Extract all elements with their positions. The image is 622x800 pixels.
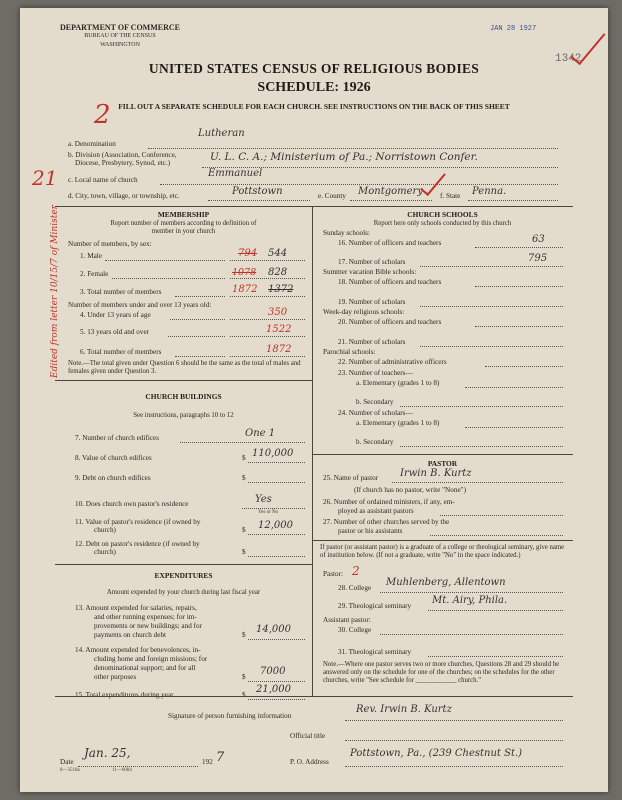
print-code-1: 8—3518a: [60, 768, 80, 773]
q23a-label: a. Elementary (grades 1 to 8): [356, 379, 440, 387]
q16-value: 63: [532, 234, 545, 245]
q20-label: 20. Number of officers and teachers: [338, 318, 442, 326]
q12-label-2: church): [94, 548, 116, 556]
q3-old-value: 1872: [232, 284, 258, 295]
q4-value: 350: [268, 307, 288, 318]
q15-value: 21,000: [256, 684, 291, 695]
state-value: Penna.: [472, 186, 507, 197]
q30-label: 30. College: [338, 626, 372, 634]
county-value: Montgomery: [358, 186, 423, 197]
parochial-schools-label: Parochial schools:: [323, 348, 376, 356]
membership-intro-1: Report number of members according to definition of: [110, 220, 257, 227]
q13-value: 14,000: [256, 624, 291, 635]
q14-line-4: other purposes: [94, 673, 137, 681]
dollar-sign: $: [242, 548, 246, 556]
q23-label: 23. Number of teachers—: [338, 369, 413, 377]
po-address-value: Pottstown, Pa., (239 Chestnut St.): [350, 748, 523, 759]
q24b-label: b. Secondary: [356, 438, 394, 446]
q10-label: 10. Does church own pastor's residence: [75, 500, 189, 508]
q7-label: 7. Number of church edifices: [75, 434, 160, 442]
q6-value: 1872: [266, 344, 292, 355]
q14-line-2: cluding home and foreign missions; for: [94, 655, 208, 663]
q11-value: 12,000: [258, 520, 293, 531]
dollar-sign: $: [242, 526, 246, 534]
dollar-sign: $: [242, 454, 246, 462]
bureau-name: BUREAU OF THE CENSUS: [84, 33, 156, 39]
membership-heading: MEMBERSHIP: [157, 210, 210, 219]
pastor-name-value: Irwin B. Kurtz: [400, 468, 472, 479]
division-label-1: b. Division (Association, Conference,: [68, 151, 177, 159]
q5-label: 5. 13 years old and over: [80, 328, 150, 336]
schedule-title: SCHEDULE: 1926: [257, 80, 371, 95]
signature-label: Signature of person furnishing information: [168, 712, 292, 720]
q27-line-1: 27. Number of other churches served by the: [323, 518, 450, 526]
q19-label: 19. Number of scholars: [338, 298, 406, 306]
date-label: Date: [60, 758, 74, 766]
local-name-value: Emmanuel: [208, 168, 263, 179]
county-label: e. County: [318, 192, 346, 200]
department-name: DEPARTMENT OF COMMERCE: [60, 23, 181, 32]
q23b-label: b. Secondary: [356, 398, 394, 406]
q13-line-3: provements or new buildings; and for: [94, 622, 202, 630]
sunday-schools-label: Sunday schools:: [323, 229, 370, 237]
pastor-note: Note.—Where one pastor serves two or more churches, Questions 28 and 29 should be answered only on the schedule for one of the churches; on the schedules for the other churches, write "See schedule for ____________ church.": [323, 661, 560, 684]
state-label: f. State: [440, 192, 461, 200]
q2-old-value: 1078: [232, 267, 257, 278]
date-value: Jan. 25,: [84, 746, 131, 760]
signature-value: Rev. Irwin B. Kurtz: [356, 704, 452, 715]
q9-label: 9. Debt on church edifices: [75, 474, 151, 482]
schools-heading: CHURCH SCHOOLS: [407, 210, 478, 219]
pastor-heading: PASTOR: [427, 459, 458, 468]
q14-value: 7000: [260, 666, 286, 677]
census-form: [20, 8, 608, 792]
members-age-label: Number of members under and over 13 years old:: [68, 301, 212, 309]
dollar-sign: $: [242, 631, 246, 639]
q4-label: 4. Under 13 years of age: [80, 311, 151, 319]
city-value: Pottstown: [232, 186, 283, 197]
q18-label: 18. Number of officers and teachers: [338, 278, 442, 286]
q27-line-2: pastor or his assistants: [338, 527, 403, 535]
po-address-label: P. O. Address: [290, 758, 329, 766]
print-code-2: 11—6084: [112, 768, 132, 773]
margin-number: 21: [32, 166, 58, 190]
q14-line-1: 14. Amount expended for benevolences, in-: [75, 646, 201, 654]
yes-or-no-hint: Yes or No: [258, 510, 279, 515]
q7-value: One 1: [245, 428, 276, 439]
q8-label: 8. Value of church edifices: [75, 454, 152, 462]
members-by-sex-label: Number of members, by sex:: [68, 240, 152, 248]
q2-value: 828: [268, 267, 288, 278]
q24a-label: a. Elementary (grades 1 to 8): [356, 419, 440, 427]
q1-value: 544: [268, 248, 288, 259]
q1-label: 1. Male: [80, 252, 102, 260]
expenditures-sub: Amount expended by your church during last fiscal year: [106, 589, 261, 596]
red-mark: 2: [94, 100, 111, 130]
q11-label-1: 11. Value of pastor's residence (if owned by: [75, 518, 201, 526]
assistant-pastor-label: Assistant pastor:: [323, 616, 371, 624]
dollar-sign: $: [242, 673, 246, 681]
weekday-schools-label: Week-day religious schools:: [323, 308, 405, 316]
q17-label: 17. Number of scholars: [338, 258, 406, 266]
general-instruction: FILL OUT A SEPARATE SCHEDULE FOR EACH CHURCH. SEE INSTRUCTIONS ON THE BACK OF THIS SHEET: [118, 102, 510, 111]
year-prefix: 192: [202, 758, 213, 766]
q8-value: 110,000: [252, 448, 294, 459]
local-name-label: c. Local name of church: [68, 176, 138, 184]
dollar-sign: $: [242, 691, 246, 699]
buildings-heading: CHURCH BUILDINGS: [145, 392, 222, 401]
denomination-value: Lutheran: [198, 128, 245, 139]
q5-value: 1522: [266, 324, 292, 335]
q3-label: 3. Total number of members: [80, 288, 162, 296]
expenditures-heading: EXPENDITURES: [154, 571, 213, 580]
q16-label: 16. Number of officers and teachers: [338, 239, 442, 247]
department-block: [60, 23, 180, 50]
pastor-red-mark: 2: [352, 564, 360, 578]
serial-number: 1342: [555, 53, 582, 65]
membership-note: Note.—The total given under Question 6 should be the same as the total of males and females given under Question 3.: [68, 360, 301, 375]
division-label-2: Diocese, Presbytery, Synod, etc.): [75, 159, 171, 167]
q2-label: 2. Female: [80, 270, 109, 278]
q22-label: 22. Number of administrative officers: [338, 358, 447, 366]
q1-old-value: 794: [238, 248, 258, 259]
q10-value: Yes: [255, 494, 272, 505]
q11-label-2: church): [94, 526, 116, 534]
bureau-city: WASHINGTON: [100, 42, 140, 48]
q25-label: 25. Name of pastor: [323, 474, 379, 482]
buildings-sub: See instructions, paragraphs 10 to 12: [133, 412, 234, 419]
q17-value: 795: [528, 253, 548, 264]
q3-value: 1372: [268, 284, 294, 295]
q6-label: 6. Total number of members: [80, 348, 162, 356]
form-title: UNITED STATES CENSUS OF RELIGIOUS BODIES: [148, 61, 480, 76]
denomination-label: a. Denomination: [68, 140, 116, 148]
year-digit: 7: [216, 750, 225, 765]
q28-label: 28. College: [338, 584, 372, 592]
city-label: d. City, town, village, or township, etc.: [68, 192, 180, 200]
schools-sub: Report here only schools conducted by this church: [373, 220, 512, 227]
q24-label: 24. Number of scholars—: [338, 409, 413, 417]
seminary-value: Mt. Airy, Phila.: [432, 595, 508, 606]
official-title-label: Official title: [290, 732, 326, 740]
division-value: U. L. C. A.; Ministerium of Pa.; Norristown Confer.: [210, 151, 478, 163]
q25-note: (If church has no pastor, write "None"): [354, 486, 466, 494]
q29-label: 29. Theological seminary: [338, 602, 412, 610]
q13-line-2: and other running expenses; for im-: [94, 613, 197, 621]
college-value: Muhlenberg, Allentown: [386, 577, 506, 588]
q15-label: 15. Total expenditures during year: [75, 691, 174, 699]
q26-line-1: 26. Number of ordained ministers, if any, em-: [323, 498, 455, 506]
date-received-stamp: JAN 28 1927: [490, 25, 537, 33]
membership-intro-2: member in your church: [151, 228, 216, 235]
pastor-label: Pastor:: [323, 570, 343, 578]
q12-label-1: 12. Debt on pastor's residence (if owned by: [75, 540, 200, 548]
graduate-note: If pastor (or assistant pastor) is a graduate of a college or theological seminary, give name of institution below. (If not a graduate, write "No" in the space indicated.): [320, 544, 565, 559]
q14-line-3: denominational support; and for all: [94, 664, 196, 672]
margin-note: Edited from letter 10/15/7 of Minister: [50, 205, 60, 378]
red-checkmark-icon: [571, 27, 606, 65]
q26-line-2: ployed as assistant pastors: [338, 507, 414, 515]
dollar-sign: $: [242, 474, 246, 482]
summer-schools-label: Summer vacation Bible schools:: [323, 268, 417, 276]
q13-line-4: payments on church debt: [94, 631, 167, 639]
q31-label: 31. Theological seminary: [338, 648, 412, 656]
q21-label: 21. Number of scholars: [338, 338, 406, 346]
q13-line-1: 13. Amount expended for salaries, repairs,: [75, 604, 197, 612]
